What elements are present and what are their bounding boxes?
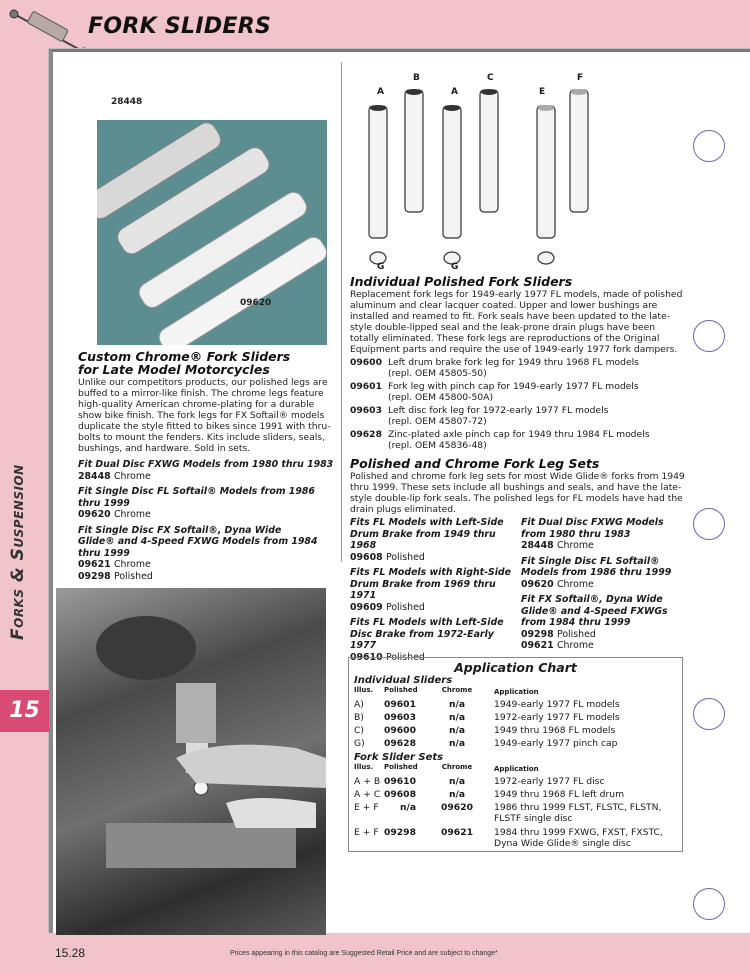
cell-chrome: n/a xyxy=(448,738,466,749)
binder-hole xyxy=(693,698,725,730)
part-row xyxy=(78,471,340,483)
cell-illus: E + F xyxy=(354,802,379,813)
fit-heading: Fit Single Disc FL Softail® Models from 1986 thru 1999 xyxy=(521,555,672,578)
cell-polished: 09603 xyxy=(384,712,416,723)
cell-application: 1986 thru 1999 FLST, FLSTC, FLSTN, FLSTF single disc xyxy=(494,802,662,824)
part-item xyxy=(350,381,685,403)
part-finish: Polished xyxy=(114,570,153,582)
part-number: 09621 xyxy=(521,640,554,651)
cell-polished: 09608 xyxy=(384,789,416,800)
cell-illus: G) xyxy=(354,738,365,749)
binder-hole xyxy=(693,508,725,540)
cell-application: 1949 thru 1968 FL left drum xyxy=(494,789,625,800)
header-application: Application xyxy=(494,765,539,773)
fit-heading: Fit Single Disc FL Softail® Models from 1986 thru 1999 xyxy=(78,486,315,509)
part-number: 09621 xyxy=(78,559,111,570)
cell-polished: n/a xyxy=(399,802,417,813)
part-description: Left disc fork leg for 1972-early 1977 FL models xyxy=(388,405,609,416)
cell-chrome: n/a xyxy=(448,699,466,710)
part-oem: (repl. OEM 45805-50) xyxy=(388,368,487,379)
cell-illus: A + B xyxy=(354,776,381,787)
cell-application: 1949-early 1977 pinch cap xyxy=(494,738,618,749)
fit-heading: Fit Single Disc FX Softail®, Dyna Wide Glide® and 4-Speed FXWG Models from 1984 thru 1999 xyxy=(78,524,318,559)
fit-heading: Fits FL Models with Left-Side Drum Brake from 1949 thru 1968 xyxy=(350,517,504,551)
header-illus: Illus. xyxy=(354,686,374,694)
diagram-label-f: F xyxy=(577,73,584,83)
chart-title: Application Chart xyxy=(454,660,577,675)
cell-chrome: n/a xyxy=(448,789,466,800)
fork-leg-sets xyxy=(350,513,685,663)
fit-heading: Fit Dual Disc FXWG Models from 1980 thru 1983 xyxy=(78,459,334,470)
cell-illus: B) xyxy=(354,712,364,723)
part-finish: Chrome xyxy=(557,578,594,590)
slider-e xyxy=(537,106,555,238)
part-finish: Polished xyxy=(557,628,596,640)
slider-c xyxy=(480,90,498,212)
part-oem: (repl. OEM 45836-48) xyxy=(388,440,487,451)
cell-illus: A) xyxy=(354,699,364,710)
part-finish: Chrome xyxy=(557,540,594,551)
part-row xyxy=(521,540,685,552)
custom-chrome-section xyxy=(78,350,340,582)
header-chrome: Chrome xyxy=(441,686,473,694)
part-oem: (repl. OEM 45800-50A) xyxy=(388,392,494,403)
column-divider xyxy=(341,62,342,562)
part-number: 09609 xyxy=(350,601,383,613)
part-number: 09601 xyxy=(350,381,382,392)
diagram-label-g: G xyxy=(451,262,459,272)
chart-row xyxy=(354,711,677,724)
cell-application: 1972-early 1977 FL disc xyxy=(494,776,605,787)
cell-illus: E + F xyxy=(354,827,379,838)
part-item xyxy=(350,429,685,451)
section-body: Polished and chrome fork leg sets for most Wide Glide® forks from 1949 thru 1999. These sets include all bushings and seals, and have the late-style double-lip fork seals. The polished legs for FL models have had the drain plugs eliminated. xyxy=(350,471,685,515)
part-row xyxy=(521,579,685,591)
application-chart xyxy=(348,657,683,852)
cell-polished: 09610 xyxy=(384,776,416,787)
cell-polished: 09601 xyxy=(384,699,416,710)
fork-slider-diagram xyxy=(345,68,615,273)
section-tab[interactable]: 15 xyxy=(0,690,49,732)
header-chrome: Chrome xyxy=(441,763,473,771)
cell-chrome: 09620 xyxy=(441,802,473,813)
part-number: 09620 xyxy=(521,578,554,590)
header-illus: Illus. xyxy=(354,763,374,771)
chart-section-title: Fork Slider Sets xyxy=(354,752,444,763)
diagram-label-b: B xyxy=(413,73,420,83)
part-number: 09603 xyxy=(350,405,382,416)
part-description: Zinc-plated axle pinch cap for 1949 thru 1984 FL models xyxy=(388,429,650,440)
photo-label-09620: 09620 xyxy=(240,298,272,308)
section-heading: Individual Polished Fork Sliders xyxy=(350,274,573,289)
cell-polished: 09628 xyxy=(384,738,416,749)
section-side-label: Forks & Suspension xyxy=(8,464,28,640)
section-heading: for Late Model Motorcycles xyxy=(78,362,270,377)
cell-application: 1984 thru 1999 FXWG, FXST, FXSTC, Dyna Wide Glide® single disc xyxy=(494,827,663,849)
part-row xyxy=(350,602,521,614)
chart-section-title: Individual Sliders xyxy=(354,675,453,686)
part-item xyxy=(350,405,685,427)
part-row xyxy=(78,571,340,583)
part-description: Fork leg with pinch cap for 1949-early 1977 FL models xyxy=(388,381,639,392)
section-heading: Custom Chrome® Fork Sliders xyxy=(78,349,291,364)
diagram-label-a: A xyxy=(451,87,458,97)
chart-row xyxy=(354,698,677,711)
section-body: Replacement fork legs for 1949-early 1977 FL models, made of polished aluminum and clear lacquer coated. Upper and lower bushings are installed and reamed to fit. Fork seals have been updated to the late-style double-lipped seal and the leak-prone drain plugs have been totally eliminated. These fork legs are reproductions of the Original Equipment parts and require the use of 1949-early 1977 fork dampers. xyxy=(350,289,683,355)
part-number: 09628 xyxy=(350,429,382,440)
cell-application: 1972-early 1977 FL models xyxy=(494,712,620,723)
fork-slider-chrome xyxy=(97,120,327,345)
part-number: 09298 xyxy=(78,570,111,582)
fit-heading: Fit Dual Disc FXWG Models from 1980 thru 1983 xyxy=(521,517,664,540)
cell-chrome: n/a xyxy=(448,776,466,787)
header-application: Application xyxy=(494,688,539,696)
part-finish: Polished xyxy=(386,651,425,663)
cell-polished: 09600 xyxy=(384,725,416,736)
part-number: 09610 xyxy=(350,651,383,663)
section-body: Unlike our competitors products, our polished legs are buffed to a mirror-like finish. The chrome legs feature high-quality American chrome-plating for a durable show bike finish. The fork legs for FX Softail® models duplicate the style fitted to bikes since 1991 with thru-bolts to mount the fenders. Kits include sliders, seals, bushings, and hardware. Sold in sets. xyxy=(78,377,331,454)
section-heading: Polished and Chrome Fork Leg Sets xyxy=(350,456,600,471)
chart-header-row xyxy=(354,763,677,775)
part-number: 09608 xyxy=(350,551,383,563)
pinch-cap-e xyxy=(538,252,554,264)
binder-hole xyxy=(693,130,725,162)
price-disclaimer: Prices appearing in this catalog are Suggested Retail Price and are subject to change* xyxy=(230,950,498,957)
binder-hole xyxy=(693,320,725,352)
drill-press-photo xyxy=(56,588,326,935)
chart-row xyxy=(354,775,677,788)
photo-label-28448: 28448 xyxy=(111,97,143,107)
fit-heading: Fits FL Models with Right-Side Drum Brake from 1969 thru 1971 xyxy=(350,567,512,601)
chart-header-row xyxy=(354,686,677,698)
part-number: 09620 xyxy=(78,509,111,520)
part-number: 28448 xyxy=(521,540,554,551)
chart-row xyxy=(354,788,677,801)
binder-hole xyxy=(693,888,725,920)
part-row xyxy=(350,552,521,564)
part-row xyxy=(78,509,340,521)
part-finish: Chrome xyxy=(114,559,151,570)
part-finish: Chrome xyxy=(114,470,151,482)
part-finish: Chrome xyxy=(557,640,594,651)
slider-a2 xyxy=(443,106,461,238)
part-item xyxy=(350,357,685,379)
header-polished: Polished xyxy=(384,686,418,694)
part-oem: (repl. OEM 45807-72) xyxy=(388,416,487,427)
cell-application: 1949-early 1977 FL models xyxy=(494,699,620,710)
cell-chrome: 09621 xyxy=(441,827,473,838)
part-row xyxy=(78,559,340,571)
cell-chrome: n/a xyxy=(448,712,466,723)
individual-sliders-section xyxy=(350,275,685,515)
part-row xyxy=(521,629,685,641)
page-number: 15.28 xyxy=(55,946,86,960)
chart-row xyxy=(354,801,677,824)
fork-sliders-photo xyxy=(97,120,327,345)
slider-f xyxy=(570,90,588,212)
diagram-label-c: C xyxy=(487,73,494,83)
chart-row xyxy=(354,826,677,849)
part-description: Left drum brake fork leg for 1949 thru 1968 FL models xyxy=(388,357,639,368)
part-finish: Chrome xyxy=(114,509,151,520)
slider-b xyxy=(405,90,423,212)
chart-row xyxy=(354,724,677,737)
fit-heading: Fit FX Softail®, Dyna Wide Glide® and 4-Speed FXWGs from 1984 thru 1999 xyxy=(521,594,668,628)
cell-polished: 09298 xyxy=(384,827,416,838)
cell-illus: A + C xyxy=(354,789,381,800)
part-finish: Polished xyxy=(386,601,425,613)
part-number: 09298 xyxy=(521,628,554,640)
part-number: 09600 xyxy=(350,357,382,368)
diagram-label-e: E xyxy=(539,87,546,97)
header-polished: Polished xyxy=(384,763,418,771)
part-row xyxy=(521,640,685,652)
diagram-label-a: A xyxy=(377,87,384,97)
cell-chrome: n/a xyxy=(448,725,466,736)
fit-heading: Fits FL Models with Left-Side Disc Brake from 1972-Early 1977 xyxy=(350,617,504,651)
slider-a1 xyxy=(369,106,387,238)
part-number: 28448 xyxy=(78,470,111,482)
cell-application: 1949 thru 1968 FL models xyxy=(494,725,616,736)
cell-illus: C) xyxy=(354,725,364,736)
diagram-label-g: G xyxy=(377,262,385,272)
part-finish: Polished xyxy=(386,551,425,563)
page-title: FORK SLIDERS xyxy=(88,14,272,39)
chart-row xyxy=(354,737,677,750)
